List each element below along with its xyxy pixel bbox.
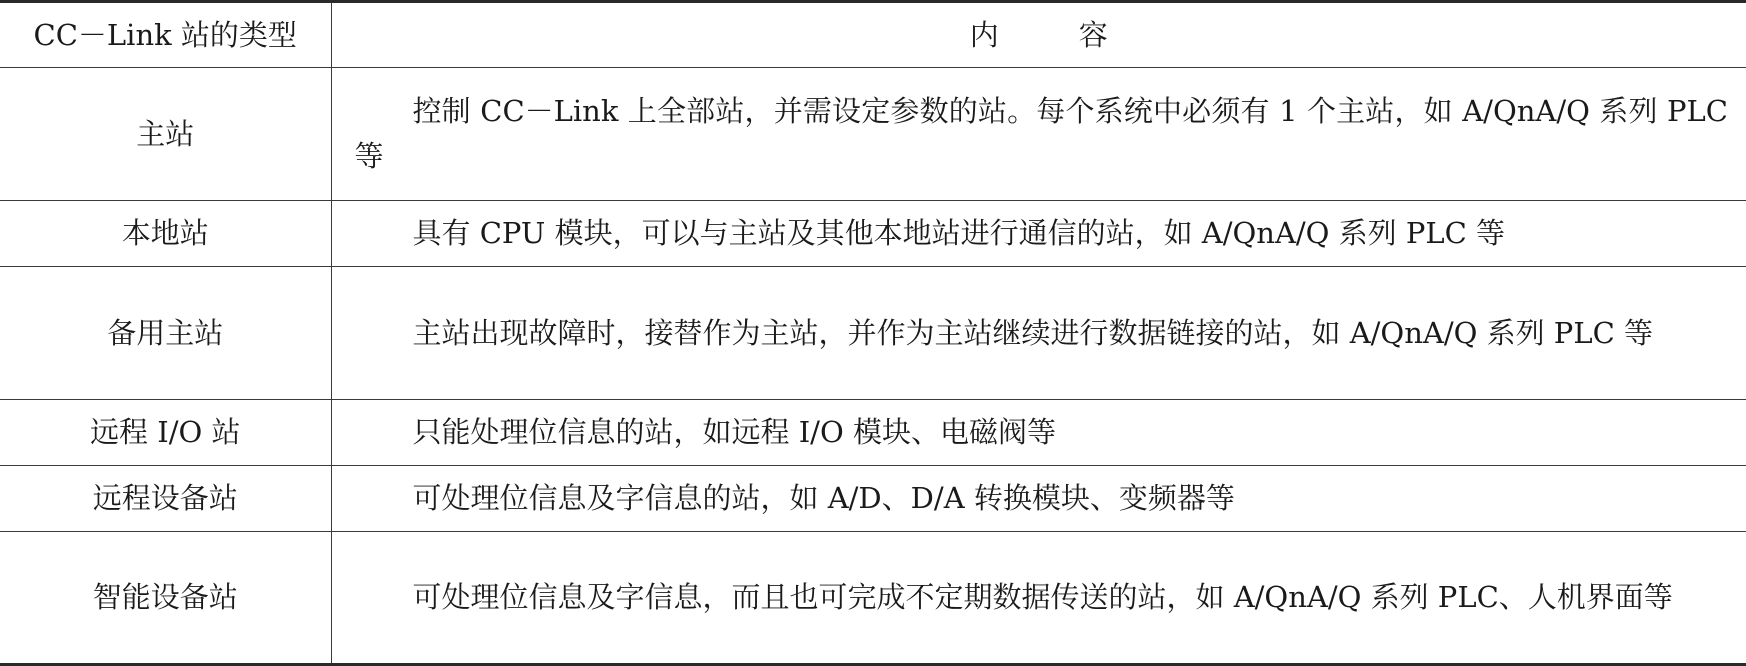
- station-type-standby-master: 备用主站: [0, 267, 331, 400]
- content-text: 可处理位信息及字信息，而且也可完成不定期数据传送的站，如 A/QnA/Q 系列 PLC、人机界面等: [412, 580, 1673, 615]
- header-station-type: CC－Link 站的类型: [0, 2, 331, 68]
- content-text: 只能处理位信息的站，如远程 I/O 模块、电磁阀等: [412, 415, 1056, 450]
- table-row: [0, 267, 1746, 400]
- header-content: [331, 2, 1746, 68]
- table-row: [0, 201, 1746, 267]
- header-content-char-2: 容: [1078, 17, 1108, 52]
- station-content-local: [331, 201, 1746, 267]
- content-text: 控制 CC－Link 上全部站，并需设定参数的站。每个系统中必须有 1 个主站，如 A/QnA/Q 系列 PLC 等: [354, 94, 1728, 173]
- table-row: [0, 68, 1746, 201]
- content-text: 具有 CPU 模块，可以与主站及其他本地站进行通信的站，如 A/QnA/Q 系列 PLC 等: [412, 216, 1506, 251]
- station-content-standby-master: [331, 267, 1746, 400]
- table-header-row: [0, 2, 1746, 68]
- station-content-intelligent-device: [331, 532, 1746, 665]
- station-type-remote-io: 远程 I/O 站: [0, 400, 331, 466]
- station-type-remote-device: 远程设备站: [0, 466, 331, 532]
- station-type-master: 主站: [0, 68, 331, 201]
- station-type-intelligent-device: 智能设备站: [0, 532, 331, 665]
- header-content-char-1: 内: [969, 17, 999, 52]
- table-row: [0, 466, 1746, 532]
- station-content-remote-io: [331, 400, 1746, 466]
- content-text: 可处理位信息及字信息的站，如 A/D、D/A 转换模块、变频器等: [412, 481, 1235, 516]
- station-content-remote-device: [331, 466, 1746, 532]
- content-text: 主站出现故障时，接替作为主站，并作为主站继续进行数据链接的站，如 A/QnA/Q 系列 PLC 等: [412, 315, 1653, 350]
- station-type-local: 本地站: [0, 201, 331, 267]
- station-content-master: [331, 68, 1746, 201]
- table-row: [0, 532, 1746, 665]
- table-row: [0, 400, 1746, 466]
